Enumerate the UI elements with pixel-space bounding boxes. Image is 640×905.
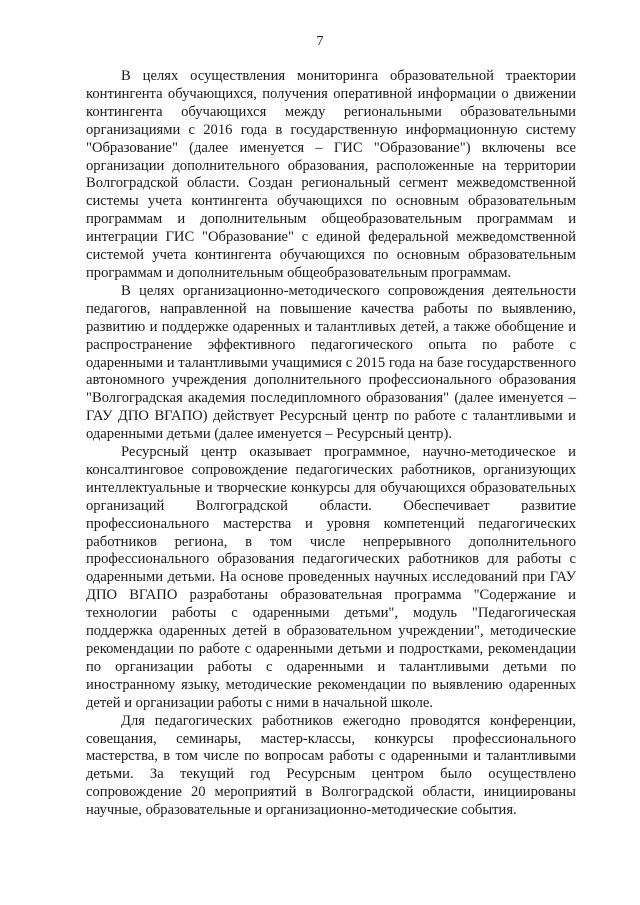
paragraph-events: Для педагогических работников ежегодно проводятся конференции, совещания, семинары, мастер-классы, конкурсы профессионального мастерства, в том числе по вопросам работы с одаренными и талантливыми детьми. За текущий год Ресурсным центром было осуществлено сопровождение 20 мероприятий в Волгоградской области, инициированы научные, образовательные и организационно-методические события. xyxy=(86,712,576,819)
page-number: 7 xyxy=(316,34,324,49)
paragraph-resource-center-founding: В целях организационно-методического сопровождения деятельности педагогов, направленной на повышение качества работы по выявлению, развитию и поддержке одаренных и талантливых детей, а также обобщение и распространение эффективного педагогического опыта по работе с одаренными и талантливыми учащимися с 2015 года на базе государственного автономного учреждения дополнительного профессионального образования "Волгоградская академия последипломного образования" (далее именуется – ГАУ ДПО ВГАПО) действует Ресурсный центр по работе с талантливыми и одаренными детьми (далее именуется – Ресурсный центр). xyxy=(86,282,576,443)
paragraph-monitoring: В целях осуществления мониторинга образовательной траектории контингента обучающихся, получения оперативной информации о движении контингента обучающихся между региональными образовательными организациями с 2016 года в государственную информационную систему "Образование" (далее именуется – ГИС "Образование") включены все организации дополнительного образования, расположенные на территории Волгоградской области. Создан региональный сегмент межведомственной системы учета контингента обучающихся по основным образовательным программам и дополнительным общеобразовательным программам и интеграции ГИС "Образование" с единой федеральной межведомственной системой учета контингента обучающихся по основным образовательным программам и дополнительным общеобразовательным программам. xyxy=(86,68,576,281)
paragraph-resource-center-activities: Ресурсный центр оказывает программное, научно-методическое и консалтинговое сопровождение педагогических работников, организующих интеллектуальные и творческие конкурсы для обучающихся образовательных организаций Волгоградской области. Обеспечивает развитие профессионального мастерства и уровня компетенций педагогических работников региона, в том числе непрерывного дополнительного профессионального образования педагогических работников для работы с одаренными детьми. На основе проведенных научных исследований при ГАУ ДПО ВГАПО разработаны образовательная программа "Содержание и технологии работы с одаренными детьми", модуль "Педагогическая поддержка одаренных детей в образовательном учреждении", методические рекомендации по работе с одаренными детьми и подростками, рекомендации по организации работы с одаренными и талантливыми детьми по иностранному языку, методические рекомендации по выявлению одаренных детей и организации работы с ними в начальной школе. xyxy=(86,444,576,711)
document-body xyxy=(86,68,576,820)
